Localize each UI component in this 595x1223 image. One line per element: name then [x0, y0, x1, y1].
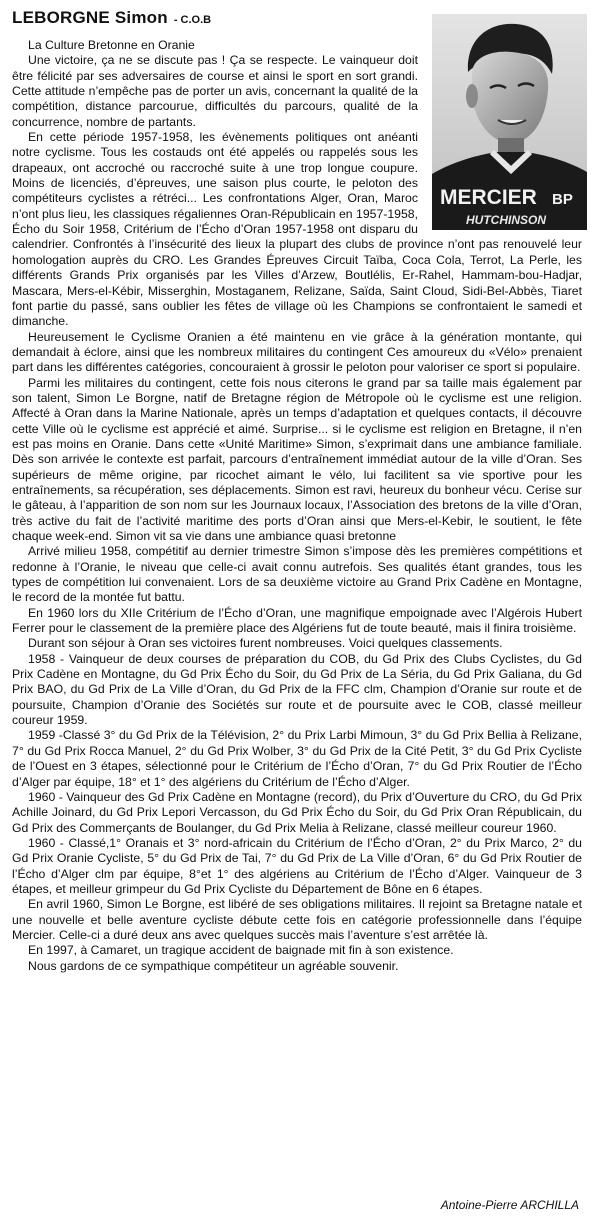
paragraph: Nous gardons de ce sympathique compétiteur un agréable souvenir.: [28, 958, 399, 973]
paragraph: Parmi les militaires du contingent, cette fois nous citerons le grand par sa taille mais également par son talent, Simon Le Borgne, natif de Bretagne région de Métropole où le cyclisme est une religion. Affecté à Oran dans la Marine Nationale, après un temps d’adaptation et quelques contacts, il découvre cette Ville où le cyclisme est apprécié et aimé. Surprise... si le cyclisme est religion en Bretagne, il n’en est pas moins en Oranie. Dans cette «Unité Maritime» Simon, s’exprimait dans une ambiance familiale. Dès son arrivée le contexte est parfait, parcours d’entraînement immédiat autour de la ville d’Oran. Ses supérieurs de même origine, par ricochet aimant le vélo, lui facilitent sa vie sportive pour les entraînements, sa récupération, ses déplacements. Simon est ravi, heureux du bonheur vécu. Cerise sur le gâteau, à l’apparition de son nom sur les Journaux locaux, l’Association des bretons de la ville d’Oran, très active du fait de l’activité maritime des ports d’Oran ainsi que Mers-el-Kebir, le soutient, le fête chaque week-end. Simon vit sa vie dans une ambiance quasi bretonne: [12, 375, 582, 543]
club-name: - C.O.B: [173, 14, 212, 26]
paragraph: En avril 1960, Simon Le Borgne, est libéré de ses obligations militaires. Il rejoint sa Bretagne natale et une nouvelle et belle aventure cycliste débute cette fois en catégorie professionnelle dans l’équipe Mercier. Celle-ci a duré deux ans avec quelques succès mais l’aventure s’est arrêtée là.: [12, 897, 582, 942]
article-body: [12, 38, 582, 974]
article-title: La Culture Bretonne en Oranie: [28, 38, 195, 52]
paragraph: Une victoire, ça ne se discute pas ! Ça se respecte. Le vainqueur doit être félicité par ses adversaires de course et ainsi le sport en sort grandi. Cette attitude n’empêche pas de porter un avis, concernant la qualité de la compétition, distance parcourue, difficultés du parcours, qualité de la concurrence, nombre de partants.: [12, 53, 418, 129]
jersey-text: MERCIER: [440, 186, 537, 209]
paragraph: 1959 -Classé 3° du Gd Prix de la Télévision, 2° du Prix Larbi Mimoun, 3° du Gd Prix Bellia à Relizane, 7° du Gd Prix Rocca Manuel, 2° du Gd Prix Wolber, 3° du Gd Prix de la Cité Petit, 3° du Gd Prix Cycliste de l’Ouest en 3 étapes, sélectionné pour le Critérium de l’Écho d’Oran, 7° du Gd Prix Routier de l’Écho d’Alger par équipe, 18° et 1° des algériens du Critérium de l’Écho d’Alger.: [12, 728, 582, 789]
author-signature: Antoine-Pierre ARCHILLA: [440, 1198, 579, 1212]
paragraph: En 1997, à Camaret, un tragique accident de baignade mit fin à son existence.: [28, 943, 454, 958]
paragraph: Durant son séjour à Oran ses victoires furent nombreuses. Voici quelques classements.: [28, 636, 503, 651]
photo-wrap-spacer: [418, 38, 582, 235]
paragraph: En 1960 lors du XIIe Critérium de l’Écho d’Oran, une magnifique empoignade avec l’Algérois Hubert Ferrer pour le classement de la première place des Algériens fut de toute beauté, mais il finira troisième.: [12, 605, 582, 636]
jersey-badge: BP: [552, 191, 573, 208]
rider-name: LEBORGNE Simon: [12, 8, 168, 27]
paragraph: Arrivé milieu 1958, compétitif au dernier trimestre Simon s’impose dès les premières compétitions et redonne à l’Oranie, le niveau que celle-ci avait connu autrefois. Ses qualités étant grandes, tous les types de compétition lui convenaient. Lors de sa deuxième victoire au Grand Prix Cadène en Montagne, le record de la montée fut battu.: [12, 544, 582, 605]
paragraph: 1958 - Vainqueur de deux courses de préparation du COB, du Gd Prix des Clubs Cyclistes, du Gd Prix Cadène en Montagne, du Gd Prix Écho du Soir, du Gd Prix de La Séria, du Gd Prix Galiana, du Gd Prix BAO, du Gd Prix de La Ville d’Oran, du Gd Prix de la FFC clm, Champion d’Oranie sur route et de poursuite, Champion d’Oranie des Sociétés sur route et de poursuite avec le COB, classé meilleur coureur 1959.: [12, 651, 582, 728]
paragraph: 1960 - Vainqueur des Gd Prix Cadène en Montagne (record), du Prix d’Ouverture du CRO, du Gd Prix Achille Joinard, du Gd Prix Lepori Vercasson, du Gd Prix Écho du Soir, du Gd Prix Oran Républicain, du Gd Prix des Commerçants de Boulanger, du Gd Prix Melia à Relizane, classé meilleur coureur 1960.: [12, 789, 582, 835]
paragraph: 1960 - Classé,1° Oranais et 3° nord-africain du Critérium de l’Écho d’Oran, 2° du Prix Marco, 2° du Gd Prix Oranie Cycliste, 5° du Gd Prix de Tai, 7° du Gd Prix de La Ville d’Oran, 6° du Gd Prix Routier de l’Écho d’Alger clm par équipe, 8°et 1° des algériens au Critérium de l’Écho d’Alger. Vainqueur de 3 étapes, et meilleur grimpeur du Gd Prix Cycliste du Département de Bône en 6 étapes.: [12, 835, 582, 896]
jersey-sponsor: HUTCHINSON: [466, 213, 546, 227]
paragraph: En cette période 1957-1958, les évènements politiques ont anéanti notre cyclisme. Tous les costauds ont été appelés ou rappelés sous les drapeaux, ont accroché ou raccroché suite à une trop longue coupure. Moins de licenciés, d’épreuves, une saison plus courte, le peloton des compétiteurs cyclistes a rétréci... Les confrontations Alger, Oran, Maroc n’ont plus lieu, les classiques régaliennes Oran-Républicain en 1957-1958, Écho du Soir 1958, Critérium de l’Écho d’Oran 1957-1958 ont disparu du calendrier. Confrontés à l’insécurité des lieux la plupart des clubs de province n’ont pas renouvelé leur homologation auprès du CRO. Les Grandes Épreuves Circuit Taïba, Coca Cola, Terrot, La Perle, les différents Grands Prix organisés par les Villes d’Arzew, Boutlélis, Er-Rahel, Hammam-bou-Hadjar, Mascara, Mers-el-Kébir, Misserghin, Mostaganem, Relizane, Saïda, Saint Cloud, Sidi-Bel-Abbès, Tiaret font partie du passé, sans oublier les fêtes de village où les Champions se confrontaient le samedi et dimanche.: [12, 130, 582, 329]
article-header: [12, 8, 412, 32]
paragraph: Heureusement le Cyclisme Oranien a été maintenu en vie grâce à la génération montante, qui demandait à éclore, ainsi que les nombreux militaires du contingent Ces amoureux du «Vélo» prenaient part dans les différentes catégories, concouraient à grossir le peloton pour valoriser ce sport si populaire.: [12, 329, 582, 375]
